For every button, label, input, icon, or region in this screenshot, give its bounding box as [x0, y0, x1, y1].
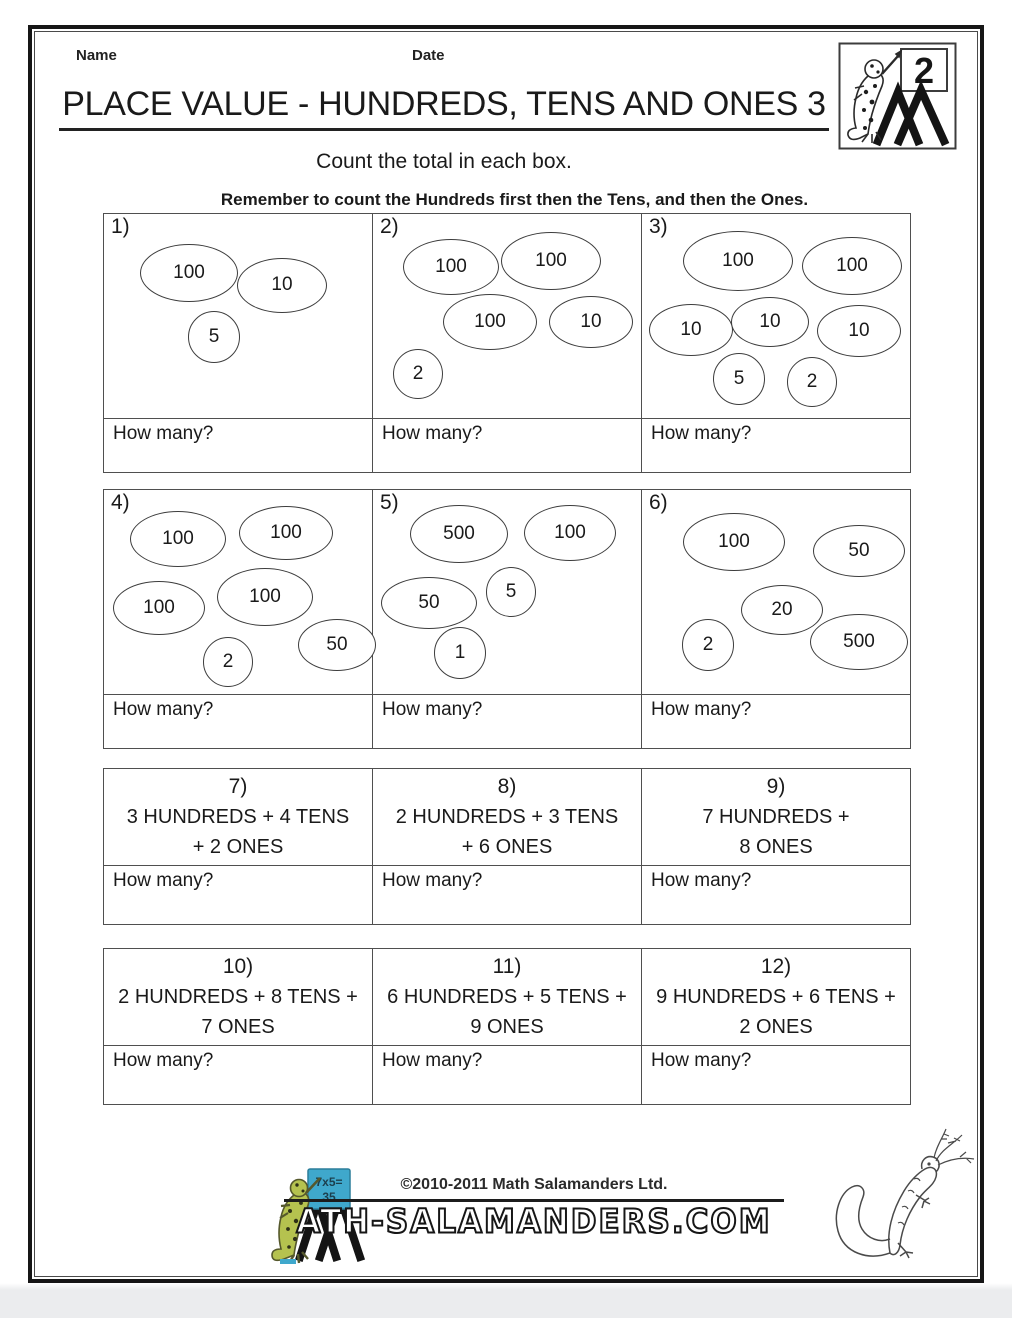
problem-canvas — [104, 490, 372, 695]
problem-cell — [373, 490, 642, 748]
copyright-text: ©2010-2011 Math Salamanders Ltd. — [400, 1176, 668, 1193]
problem-number: 10) — [222, 955, 254, 978]
value-oval: 100 — [524, 505, 616, 561]
value-oval: 100 — [443, 294, 537, 350]
value-oval: 10 — [649, 304, 733, 356]
problem-cell — [642, 490, 910, 748]
answer-area — [104, 1046, 372, 1104]
how-many-label: How many? — [651, 699, 752, 720]
page-title: PLACE VALUE - HUNDREDS, TENS AND ONES 3 — [59, 85, 829, 131]
question-line: 7 ONES — [201, 1016, 275, 1038]
badge-number: 2 — [913, 50, 935, 91]
problems-grid-10-12 — [103, 948, 911, 1105]
salamander-badge-icon — [838, 42, 957, 150]
problem-cell — [104, 949, 373, 1104]
question-line: 6 HUNDREDS + 5 TENS + — [387, 986, 627, 1008]
value-oval: 500 — [810, 614, 908, 670]
answer-area — [642, 695, 910, 748]
how-many-label: How many? — [113, 1050, 214, 1071]
problem-cell — [104, 490, 373, 748]
value-oval: 100 — [217, 568, 313, 626]
problem-cell — [104, 214, 373, 472]
subtitle: Count the total in each box. — [316, 150, 572, 173]
problem-question — [104, 769, 372, 866]
question-line: + 6 ONES — [461, 836, 553, 858]
problems-grid-7-9 — [103, 768, 911, 925]
how-many-label: How many? — [651, 870, 752, 891]
problem-canvas — [373, 214, 641, 419]
board-equation: 7x5= — [315, 1175, 343, 1189]
how-many-label: How many? — [382, 423, 483, 444]
question-line: 9 ONES — [470, 1016, 544, 1038]
answer-area — [104, 866, 372, 924]
corner-salamander-icon — [828, 1125, 976, 1273]
value-oval: 100 — [501, 232, 601, 290]
value-oval: 2 — [203, 637, 253, 687]
question-line: 7 HUNDREDS + — [702, 806, 850, 828]
problem-number: 12) — [760, 955, 792, 978]
problem-number: 7) — [228, 775, 248, 798]
value-oval: 10 — [549, 296, 633, 348]
value-oval: 2 — [393, 349, 443, 399]
problem-cell — [373, 214, 642, 472]
math-salamanders-badge — [838, 42, 957, 150]
reminder-note: Remember to count the Hundreds first then the Tens, and then the Ones. — [220, 190, 809, 209]
problems-grid-4-6 — [103, 489, 911, 749]
answer-area — [373, 1046, 641, 1104]
question-line: + 2 ONES — [192, 836, 284, 858]
name-label: Name — [76, 47, 117, 64]
problem-number: 5) — [380, 491, 399, 514]
problem-cell — [104, 769, 373, 924]
problem-cell — [642, 949, 910, 1104]
problem-canvas — [642, 214, 910, 419]
how-many-label: How many? — [651, 1050, 752, 1071]
site-name-text: ATH-SALAMANDERS.COM — [296, 1203, 772, 1241]
value-oval: 5 — [486, 567, 536, 617]
date-label: Date — [412, 47, 445, 64]
problem-cell — [642, 769, 910, 924]
problem-question — [373, 949, 641, 1046]
value-oval: 100 — [130, 511, 226, 567]
problem-canvas — [642, 490, 910, 695]
how-many-label: How many? — [382, 699, 483, 720]
how-many-label: How many? — [382, 870, 483, 891]
answer-area — [104, 419, 372, 472]
how-many-label: How many? — [113, 423, 214, 444]
value-oval: 10 — [731, 297, 809, 347]
problem-number: 4) — [111, 491, 130, 514]
value-oval: 1 — [434, 627, 486, 679]
value-oval: 50 — [298, 619, 376, 671]
problem-cell — [642, 214, 910, 472]
problem-question — [642, 769, 910, 866]
value-oval: 100 — [683, 231, 793, 291]
value-oval: 5 — [188, 311, 240, 363]
value-oval: 50 — [813, 525, 905, 577]
value-oval: 100 — [140, 244, 238, 302]
answer-area — [373, 419, 641, 472]
how-many-label: How many? — [113, 699, 214, 720]
answer-area — [642, 866, 910, 924]
problem-number: 9) — [766, 775, 786, 798]
problem-number: 3) — [649, 215, 668, 238]
problem-question — [104, 949, 372, 1046]
value-oval: 10 — [237, 258, 327, 313]
question-line: 9 HUNDREDS + 6 TENS + — [656, 986, 896, 1008]
how-many-label: How many? — [382, 1050, 483, 1071]
value-oval: 100 — [683, 513, 785, 571]
problem-canvas — [104, 214, 372, 419]
question-line: 2 HUNDREDS + 3 TENS — [395, 806, 619, 828]
how-many-label: How many? — [113, 870, 214, 891]
value-oval: 20 — [741, 585, 823, 635]
value-oval: 100 — [403, 239, 499, 295]
worksheet-page — [28, 25, 984, 1283]
value-oval: 500 — [410, 505, 508, 563]
problem-question — [373, 769, 641, 866]
problem-number: 6) — [649, 491, 668, 514]
answer-area — [642, 1046, 910, 1104]
answer-area — [373, 695, 641, 748]
value-oval: 10 — [817, 305, 901, 357]
answer-area — [104, 695, 372, 748]
problems-grid-1-3 — [103, 213, 911, 473]
board-answer: 35 — [322, 1190, 336, 1204]
value-oval: 50 — [381, 577, 477, 629]
answer-area — [642, 419, 910, 472]
value-oval: 100 — [113, 581, 205, 635]
corner-salamander-drawing — [828, 1125, 976, 1273]
value-oval: 100 — [239, 506, 333, 560]
problem-canvas — [373, 490, 641, 695]
problem-number: 11) — [492, 955, 522, 978]
question-line: 2 HUNDREDS + 8 TENS + — [118, 986, 358, 1008]
value-oval: 100 — [802, 237, 902, 295]
problem-cell — [373, 949, 642, 1104]
how-many-label: How many? — [651, 423, 752, 444]
problem-number: 8) — [497, 775, 517, 798]
problem-number: 2) — [380, 215, 399, 238]
question-line: 2 ONES — [739, 1016, 813, 1038]
problem-number: 1) — [111, 215, 130, 238]
value-oval: 2 — [787, 357, 837, 407]
question-line: 8 ONES — [739, 836, 813, 858]
title-wrap — [50, 85, 838, 131]
problem-cell — [373, 769, 642, 924]
footer-divider — [284, 1199, 784, 1202]
problem-question — [642, 949, 910, 1046]
value-oval: 2 — [682, 619, 734, 671]
answer-area — [373, 866, 641, 924]
value-oval: 5 — [713, 353, 765, 405]
question-line: 3 HUNDREDS + 4 TENS — [126, 806, 350, 828]
footer-text-block — [284, 1176, 784, 1240]
